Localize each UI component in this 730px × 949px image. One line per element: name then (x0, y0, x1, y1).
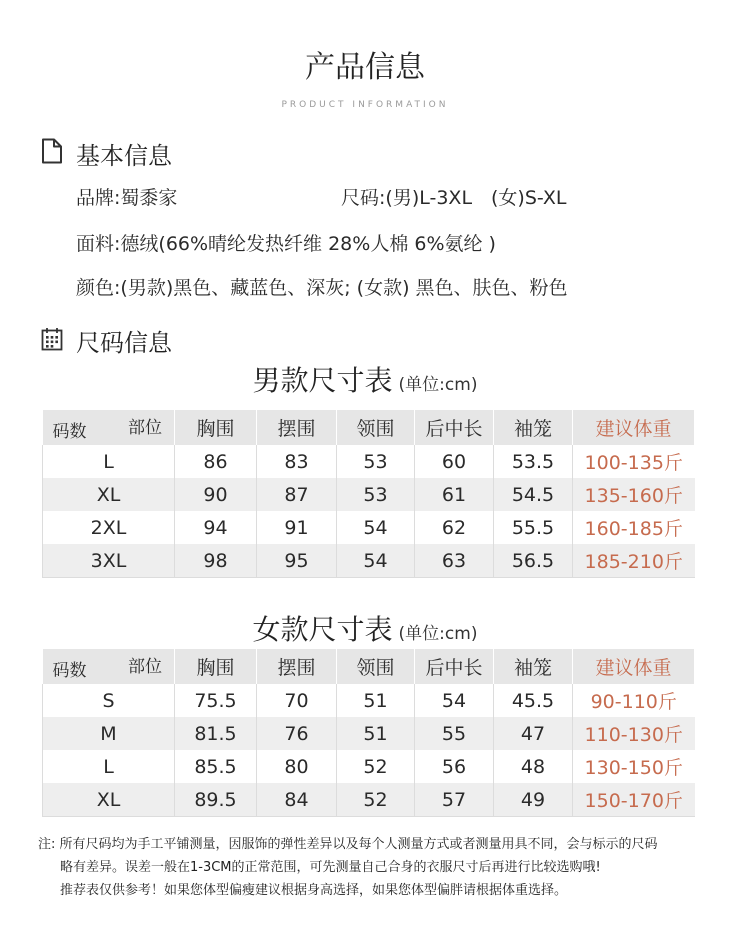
table-cell: 95 (257, 544, 337, 578)
table-cell: 51 (337, 684, 415, 717)
table-cell: 89.5 (175, 783, 257, 817)
weight-cell: 135-160斤 (573, 478, 695, 511)
table-cell: 60 (415, 445, 494, 478)
table-row (43, 783, 695, 817)
table-header-row (43, 410, 695, 445)
men-table-title-text: 男款尺寸表 (252, 364, 393, 397)
table-cell: 84 (257, 783, 337, 817)
footnote-line-3: 推荐表仅供参考！如果您体型偏瘦建议根据身高选择，如果您体型偏胖请根据体重选择。 (60, 883, 568, 898)
table-cell: 53.5 (494, 445, 573, 478)
corner-header-cell (43, 410, 175, 445)
corner-part-label: 部位 (128, 657, 162, 677)
table-cell: 49 (494, 783, 573, 817)
table-cell: 52 (337, 750, 415, 783)
table-cell: 52 (337, 783, 415, 817)
table-cell: 61 (415, 478, 494, 511)
header-hem: 摆围 (257, 410, 337, 445)
table-row (43, 717, 695, 750)
page-subtitle: PRODUCT INFORMATION (281, 100, 449, 110)
weight-cell: 130-150斤 (573, 750, 695, 783)
men-size-table (42, 410, 695, 578)
table-cell: 55 (415, 717, 494, 750)
size-cell: S (43, 684, 175, 717)
footnote-line-1: 注: 所有尺码均为手工平铺测量，因服饰的弹性差异以及每个人测量方式或者测量用具不同，会与标示的尺码 (38, 837, 658, 852)
size-range-text: 尺码:(男)L-3XL (女)S-XL (341, 187, 567, 209)
size-cell: XL (43, 478, 175, 511)
basic-info-heading: 基本信息 (76, 142, 172, 170)
table-cell: 54 (337, 544, 415, 578)
table-cell: 54 (415, 684, 494, 717)
corner-size-label: 码数 (52, 661, 87, 681)
table-cell: 57 (415, 783, 494, 817)
table-cell: 56 (415, 750, 494, 783)
table-cell: 91 (257, 511, 337, 544)
footnote-line-2: 略有差异。误差一般在1-3CM的正常范围，可先测量自己合身的衣服尺寸后再进行比较选购哦! (60, 860, 601, 875)
table-cell: 94 (175, 511, 257, 544)
weight-cell: 100-135斤 (573, 445, 695, 478)
header-hem: 摆围 (257, 649, 337, 684)
table-row (43, 511, 695, 544)
header-back-length: 后中长 (415, 410, 494, 445)
table-cell: 81.5 (175, 717, 257, 750)
corner-part-label: 部位 (128, 418, 162, 438)
table-row (43, 750, 695, 783)
table-cell: 54 (337, 511, 415, 544)
size-cell: L (43, 445, 175, 478)
table-row (43, 478, 695, 511)
weight-cell: 90-110斤 (573, 684, 695, 717)
size-info-heading: 尺码信息 (76, 329, 172, 357)
calendar-icon (41, 327, 63, 355)
header-weight: 建议体重 (573, 410, 695, 445)
table-cell: 53 (337, 478, 415, 511)
table-cell: 83 (257, 445, 337, 478)
table-cell: 62 (415, 511, 494, 544)
table-cell: 70 (257, 684, 337, 717)
table-cell: 76 (257, 717, 337, 750)
table-cell: 54.5 (494, 478, 573, 511)
size-cell: M (43, 717, 175, 750)
table-cell: 75.5 (175, 684, 257, 717)
header-back-length: 后中长 (415, 649, 494, 684)
table-cell: 56.5 (494, 544, 573, 578)
size-cell: L (43, 750, 175, 783)
men-table-unit: (单位:cm) (398, 375, 478, 395)
women-size-table (42, 649, 695, 817)
brand-text: 品牌:蜀黍家 (76, 187, 178, 209)
weight-cell: 185-210斤 (573, 544, 695, 578)
size-cell: 3XL (43, 544, 175, 578)
header-neck: 领围 (337, 649, 415, 684)
header-weight: 建议体重 (573, 649, 695, 684)
weight-cell: 150-170斤 (573, 783, 695, 817)
document-icon (40, 138, 64, 168)
fabric-text: 面料:德绒(66%晴纶发热纤维 28%人棉 6%氨纶 ) (76, 233, 496, 255)
table-cell: 86 (175, 445, 257, 478)
table-cell: 55.5 (494, 511, 573, 544)
weight-cell: 160-185斤 (573, 511, 695, 544)
men-table-title (0, 359, 730, 399)
table-cell: 85.5 (175, 750, 257, 783)
table-header-row (43, 649, 695, 684)
table-cell: 53 (337, 445, 415, 478)
size-cell: 2XL (43, 511, 175, 544)
size-cell: XL (43, 783, 175, 817)
women-table-title (0, 608, 730, 648)
table-cell: 98 (175, 544, 257, 578)
header-chest: 胸围 (175, 410, 257, 445)
table-cell: 87 (257, 478, 337, 511)
table-row (43, 544, 695, 578)
corner-header-cell (43, 649, 175, 684)
table-cell: 48 (494, 750, 573, 783)
table-cell: 90 (175, 478, 257, 511)
weight-cell: 110-130斤 (573, 717, 695, 750)
women-table-title-text: 女款尺寸表 (252, 613, 393, 646)
colors-text: 颜色:(男款)黑色、藏蓝色、深灰; (女款) 黑色、肤色、粉色 (76, 277, 568, 299)
table-cell: 47 (494, 717, 573, 750)
table-cell: 80 (257, 750, 337, 783)
header-armhole: 袖笼 (494, 410, 573, 445)
page-title: 产品信息 (305, 50, 425, 85)
header-neck: 领围 (337, 410, 415, 445)
header-armhole: 袖笼 (494, 649, 573, 684)
table-row (43, 445, 695, 478)
table-cell: 51 (337, 717, 415, 750)
table-row (43, 684, 695, 717)
corner-size-label: 码数 (52, 422, 87, 442)
header-chest: 胸围 (175, 649, 257, 684)
women-table-unit: (单位:cm) (398, 624, 478, 644)
table-cell: 45.5 (494, 684, 573, 717)
table-cell: 63 (415, 544, 494, 578)
